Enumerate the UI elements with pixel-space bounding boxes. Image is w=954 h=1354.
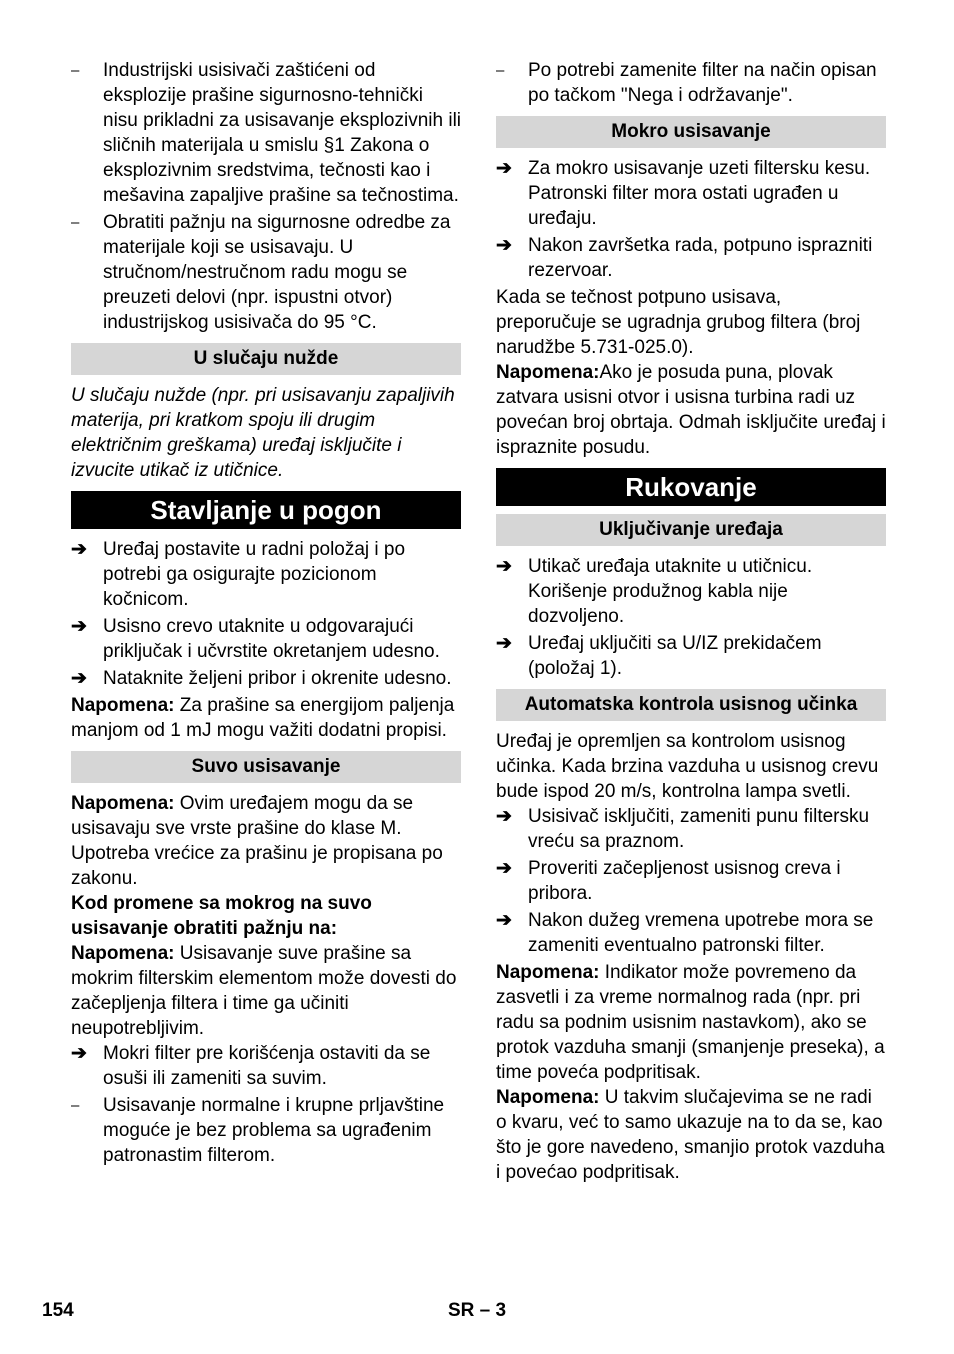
right-column [496, 58, 886, 1185]
dash-marker: – [71, 62, 80, 79]
list-item: ➔ Uređaj uključiti sa U/IZ prekidačem (položaj 1). [496, 633, 822, 679]
wet-text: Kada se tečnost potpuno usisava, preporučuje se ugradnja grubog filtera (broj narudžbe 5.731-025.0). [496, 287, 861, 358]
dash-marker: – [496, 62, 505, 79]
arrow-right-icon: ➔ [496, 806, 512, 827]
chapter-heading-handling: Rukovanje [496, 468, 886, 506]
arrow-right-icon: ➔ [496, 556, 512, 577]
arrow-right-icon: ➔ [71, 668, 87, 689]
list-item: ➔ Nakon dužeg vremena upotrebe mora se zameniti eventualno patronski filter. [496, 910, 874, 956]
list-item: ➔ Za mokro usisavanje uzeti filtersku kesu. Patronski filter mora ostati ugrađen u uređaju. [496, 158, 871, 229]
list-item: – Industrijski usisivači zaštićeni od eksplozije prašine sigurnosno-tehnički nisu prikladni za usisavanje eksplozivnih ili sličnih materijala u smislu §1 Zakona o eksplozivnim sredstvima, tečnosti kao i mešavina zapaljive prašine sa tečnostima. [71, 60, 462, 206]
arrow-right-icon: ➔ [71, 539, 87, 560]
wet-note: Napomena:Ako je posuda puna, plovak zatvara usisni otvor i usisna turbina radi uz povećan broj obrtaja. Odmah isključite uređaj i ispraznite posudu. [496, 362, 886, 458]
dry-note-2: Napomena: Usisavanje suve prašine sa mokrim filterskim elementom može dovesti do začepljenja filtera i time ga učiniti neupotrebljivim. [71, 943, 457, 1039]
arrow-right-icon: ➔ [71, 616, 87, 637]
dash-marker: – [71, 1097, 80, 1114]
arrow-right-icon: ➔ [71, 1043, 87, 1064]
section-heading-switch-on: Uključivanje uređaja [496, 514, 886, 546]
arrow-right-icon: ➔ [496, 633, 512, 654]
section-heading-dry: Suvo usisavanje [71, 751, 461, 783]
list-item: – Po potrebi zamenite filter na način opisan po tačkom "Nega i održavanje". [496, 60, 877, 106]
list-item: ➔ Usisno crevo utaknite u odgovarajući priključak i učvrstite okretanjem udesno. [71, 616, 440, 662]
list-item: ➔ Proveriti začepljenost usisnog creva i pribora. [496, 858, 841, 904]
list-item: ➔ Uređaj postavite u radni položaj i po potrebi ga osigurajte pozicionom kočnicom. [71, 539, 406, 610]
dry-note-1: Napomena: Ovim uređajem mogu da se usisavaju sve vrste prašine do klase M. Upotreba vrećice za prašinu je propisana po zakonu. [71, 793, 443, 889]
section-heading-auto-control: Automatska kontrola usisnog učinka [496, 689, 886, 721]
arrow-right-icon: ➔ [496, 158, 512, 179]
auto-note-1: Napomena: Indikator može povremeno da zasvetli i za vreme normalnog rada (npr. pri radu sa podnim usisnim nastavkom), ako se protok vazduha smanji (smanjenje preseka), a time poveća podpritisak. [496, 962, 885, 1083]
startup-note: Napomena: Za prašine sa energijom paljenja manjom od 1 mJ mogu važiti dodatni propisi. [71, 695, 455, 741]
list-item: – Usisavanje normalne i krupne prljavštine moguće je bez problema sa ugrađenim patronastim filterom. [71, 1095, 445, 1166]
list-item: ➔ Nataknite željeni pribor i okrenite udesno. [71, 668, 452, 689]
auto-text: Uređaj je opremljen sa kontrolom usisnog učinka. Kada brzina vazduha u usisnog crevu bude ispod 20 m/s, kontrolna lampa svetli. [496, 731, 879, 802]
list-item: – Obratiti pažnju na sigurnosne odredbe za materijale koji se usisavaju. U stručnom/nestručnom radu mogu se preuzeti delovi (npr. ispustni otvor) industrijskog usisivača do 95 °C. [71, 212, 451, 333]
list-item: ➔ Mokri filter pre korišćenja ostaviti da se osuši ili zameniti sa suvim. [71, 1043, 431, 1089]
auto-note-2: Napomena: U takvim slučajevima se ne radi o kvaru, već to samo ukazuje na to da se, kao što je gore navedeno, smanjio protok vazduha i povećao podpritisak. [496, 1087, 885, 1183]
page-number: 154 [42, 1300, 74, 1321]
arrow-right-icon: ➔ [496, 910, 512, 931]
arrow-right-icon: ➔ [496, 858, 512, 879]
list-item: ➔ Usisivač isključiti, zameniti punu filtersku vreću sa praznom. [496, 806, 870, 852]
left-column [71, 58, 461, 1170]
list-item: ➔ Utikač uređaja utaknite u utičnicu. Korišenje produžnog kabla nije dozvoljeno. [496, 556, 813, 627]
emergency-text: U slučaju nužde (npr. pri usisavanju zapaljivih materija, pri kratkom spoju ili drugim električnim greškama) uređaj isključite i izvucite utikač iz utičnice. [71, 385, 455, 481]
dry-switch-heading: Kod promene sa mokrog na suvo usisavanje obratiti pažnju na: [71, 893, 372, 939]
section-heading-emergency: U slučaju nužde [71, 343, 461, 375]
section-heading-wet: Mokro usisavanje [496, 116, 886, 148]
chapter-heading-startup: Stavljanje u pogon [71, 491, 461, 529]
dash-marker: – [71, 214, 80, 231]
arrow-right-icon: ➔ [496, 235, 512, 256]
page-code: SR – 3 [448, 1300, 507, 1321]
list-item: ➔ Nakon završetka rada, potpuno isprazniti rezervoar. [496, 235, 873, 281]
